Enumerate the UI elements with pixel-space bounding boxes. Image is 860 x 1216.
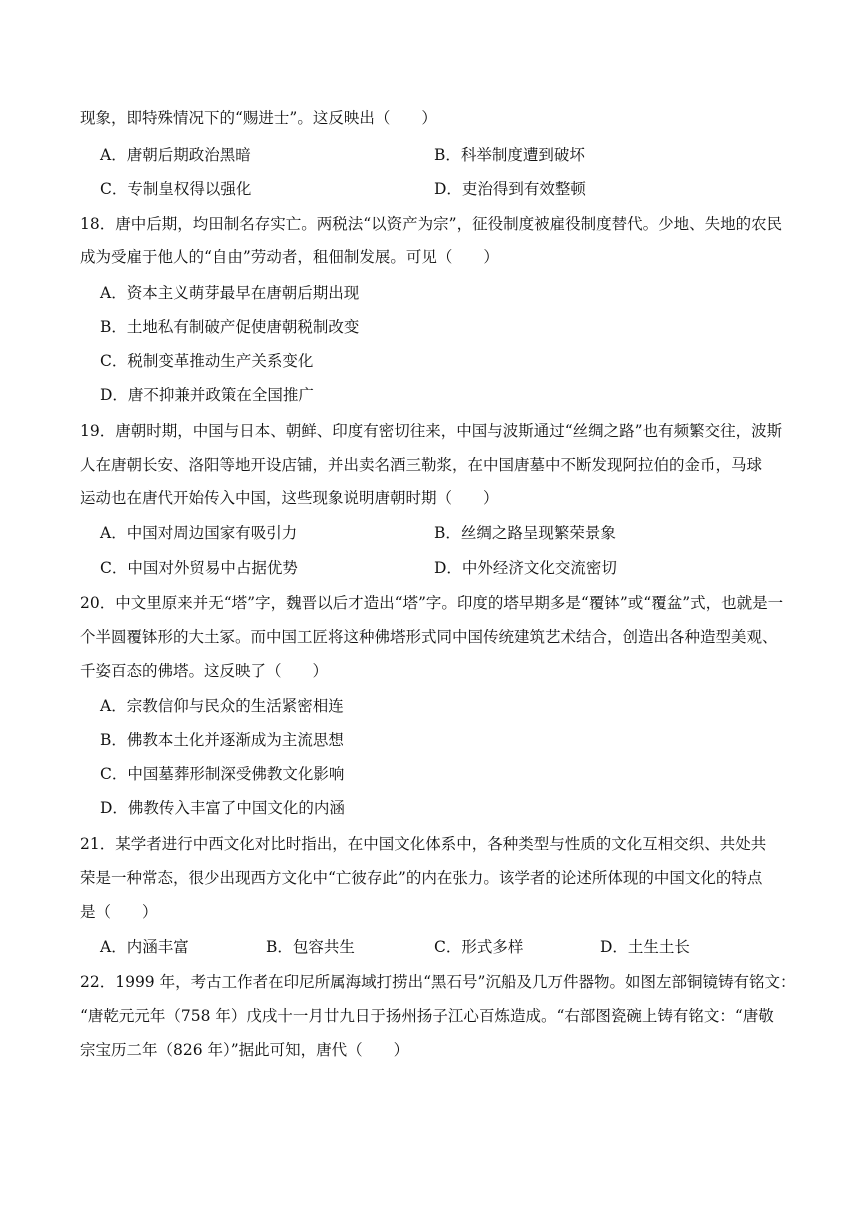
q20-stem-line-2: 个半圆覆钵形的大土冢。而中国工匠将这种佛塔形式同中国传统建筑艺术结合，创造出各种造型美观、 [80, 628, 778, 646]
q19-option-b: B．丝绸之路呈现繁荣景象 [434, 524, 616, 542]
q21-option-a: A．内涵丰富 [100, 938, 189, 956]
q19-stem-line-1: 19．唐朝时期，中国与日本、朝鲜、印度有密切往来，中国与波斯通过“丝绸之路”也有频繁交往，波斯 [80, 422, 783, 440]
q18-stem-line-2: 成为受雇于他人的“自由”劳动者，租佃制发展。可见（ ） [80, 248, 499, 266]
q18-option-a: A．资本主义萌芽最早在唐朝后期出现 [100, 284, 360, 302]
q20-stem-line-3: 千姿百态的佛塔。这反映了（ ） [80, 662, 329, 680]
q20-option-d: D．佛教传入丰富了中国文化的内涵 [100, 799, 345, 817]
q19-option-a: A．中国对周边国家有吸引力 [100, 524, 298, 542]
q18-option-d: D．唐不抑兼并政策在全国推广 [100, 386, 314, 404]
q20-option-c: C．中国墓葬形制深受佛教文化影响 [100, 765, 345, 783]
q18-option-c: C．税制变革推动生产关系变化 [100, 352, 314, 370]
q19-stem-line-3: 运动也在唐代开始传入中国，这些现象说明唐朝时期（ ） [80, 489, 499, 507]
q22-stem-line-3: 宗宝历二年（826 年）”据此可知，唐代（ ） [80, 1041, 410, 1059]
q18-stem-line-1: 18．唐中后期，均田制名存实亡。两税法“以资产为宗”，征役制度被雇役制度替代。少地、失地的农民 [80, 215, 783, 233]
q17-option-a: A．唐朝后期政治黑暗 [100, 146, 251, 164]
q17-option-c: C．专制皇权得以强化 [100, 180, 252, 198]
q22-stem-line-1: 22．1999 年，考古工作者在印尼所属海域打捞出“黑石号”沉船及几万件器物。如图左部铜镜铸有铭文： [80, 973, 796, 991]
q17-option-b: B．科举制度遭到破坏 [434, 146, 585, 164]
q19-stem-line-2: 人在唐朝长安、洛阳等地开设店铺，并出卖名酒三勒浆，在中国唐墓中不断发现阿拉伯的金币，马球 [80, 456, 763, 474]
q21-option-c: C．形式多样 [434, 938, 524, 956]
q19-option-d: D．中外经济文化交流密切 [434, 559, 617, 577]
q21-stem-line-1: 21．某学者进行中西文化对比时指出，在中国文化体系中，各种类型与性质的文化互相交织、共处共 [80, 835, 767, 853]
q20-stem-line-1: 20．中文里原来并无“塔”字，魏晋以后才造出“塔”字。印度的塔早期多是“覆钵”或“覆盆”式，也就是一 [80, 594, 784, 612]
q17-stem-line-1: 现象，即特殊情况下的“赐进士”。这反映出（ ） [80, 109, 437, 127]
q21-stem-line-2: 荣是一种常态，很少出现西方文化中“亡彼存此”的内在张力。该学者的论述所体现的中国文化的特点 [80, 869, 763, 887]
q20-option-b: B．佛教本土化并逐渐成为主流思想 [100, 731, 344, 749]
q22-stem-line-2: “唐乾元元年（758 年）戊戌十一月廿九日于扬州扬子江心百炼造成。“右部图瓷碗上铸有铭文：“唐敬 [80, 1007, 774, 1025]
q20-option-a: A．宗教信仰与民众的生活紧密相连 [100, 697, 344, 715]
q21-option-b: B．包容共生 [266, 938, 355, 956]
q17-option-d: D．吏治得到有效整顿 [434, 180, 586, 198]
q21-option-d: D．土生土长 [600, 938, 690, 956]
q19-option-c: C．中国对外贸易中占据优势 [100, 559, 298, 577]
q21-stem-line-3: 是（ ） [80, 903, 158, 921]
q18-option-b: B．土地私有制破产促使唐朝税制改变 [100, 318, 360, 336]
